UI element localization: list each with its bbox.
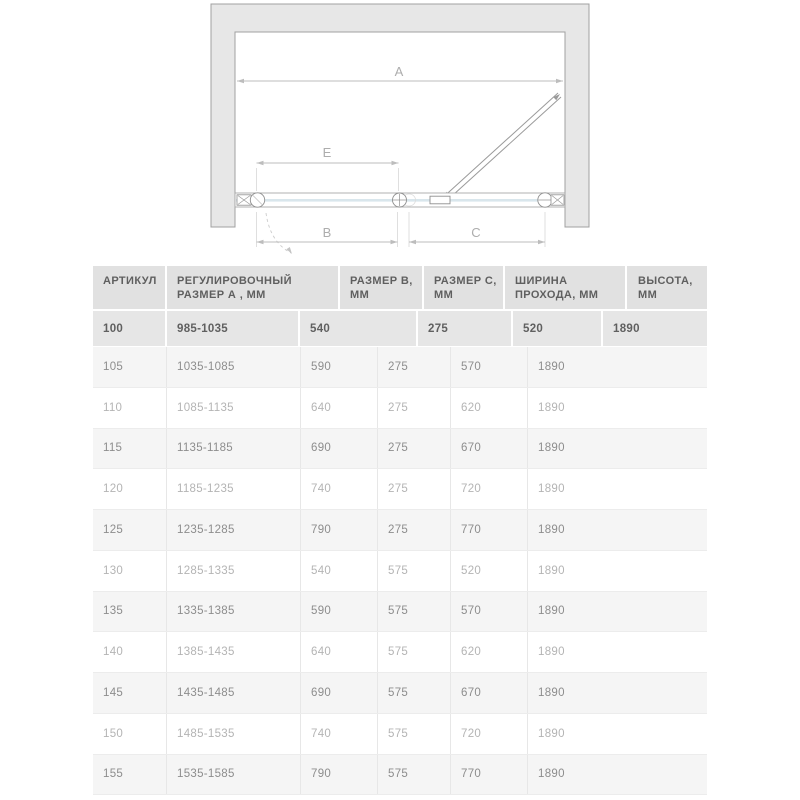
table-row — [93, 755, 707, 796]
door-panel — [444, 93, 558, 197]
table-row — [93, 469, 707, 510]
table-cell: 1890 — [538, 646, 565, 659]
table-row — [93, 673, 707, 714]
table-cell: 130 — [93, 551, 167, 591]
table-cell: 1890 — [538, 360, 565, 373]
table-cell: 570 — [451, 592, 528, 632]
table-row — [93, 388, 707, 429]
table-cell: 620 — [451, 632, 528, 672]
table-cell: 1385-1435 — [167, 632, 301, 672]
table-cell: 140 — [93, 632, 167, 672]
table-header-row — [93, 266, 707, 309]
table-cell: 640 — [301, 388, 378, 428]
table-cell: 790 — [301, 755, 378, 795]
table-cell: 1890 — [538, 605, 565, 618]
table-cell: 720 — [451, 469, 528, 509]
table-cell: 520 — [451, 551, 528, 591]
table-cell: 155 — [93, 755, 167, 795]
table-row — [93, 592, 707, 633]
table-row — [93, 311, 707, 346]
spec-table — [93, 266, 707, 795]
table-cell: 1890 — [538, 442, 565, 455]
dim-b-label: B — [322, 225, 332, 240]
table-cell: 1535-1585 — [167, 755, 301, 795]
table-cell: 1485-1535 — [167, 714, 301, 754]
table-cell: 150 — [93, 714, 167, 754]
table-cell: 1890 — [538, 768, 565, 781]
header-cell-size-b: РАЗМЕР B, ММ — [340, 266, 424, 309]
table-cell: 1890 — [538, 564, 565, 577]
table-cell: 145 — [93, 673, 167, 713]
header-cell-passage-width: ШИРИНА ПРОХОДА, ММ — [505, 266, 627, 309]
dim-c-arrow-right — [538, 240, 545, 244]
table-cell: 540 — [300, 311, 418, 346]
table-cell: 275 — [378, 388, 451, 428]
table-cell: 720 — [451, 714, 528, 754]
dim-b-arrow-right — [391, 240, 398, 244]
dim-e-label: E — [322, 145, 332, 160]
table-cell: 575 — [378, 592, 451, 632]
table-cell: 520 — [513, 311, 603, 346]
table-cell: 790 — [301, 510, 378, 550]
table-cell: 1890 — [538, 686, 565, 699]
table-cell: 985-1035 — [167, 311, 300, 346]
header-cell-height: ВЫСОТА, ММ — [627, 266, 707, 309]
dim-a-label: A — [394, 64, 404, 79]
table-cell: 575 — [378, 632, 451, 672]
table-cell: 1185-1235 — [167, 469, 301, 509]
dim-e-arrow-right — [392, 161, 399, 165]
table-cell: 100 — [93, 311, 167, 346]
table-cell: 690 — [301, 429, 378, 469]
table-cell: 275 — [378, 347, 451, 387]
table-row — [93, 632, 707, 673]
dim-b-arrow-left — [257, 240, 264, 244]
header-cell-size-c: РАЗМЕР C, ММ — [424, 266, 505, 309]
table-cell: 690 — [301, 673, 378, 713]
table-cell: 770 — [451, 510, 528, 550]
installation-diagram — [0, 0, 800, 266]
table-cell: 670 — [451, 429, 528, 469]
table-cell: 575 — [378, 673, 451, 713]
table-cell: 275 — [378, 510, 451, 550]
header-cell-size-a: РЕГУЛИРОВОЧНЫЙ РАЗМЕР А , ММ — [167, 266, 340, 309]
table-cell: 1085-1135 — [167, 388, 301, 428]
table-cell: 125 — [93, 510, 167, 550]
table-cell: 575 — [378, 714, 451, 754]
door-pivot-block — [430, 196, 450, 204]
table-row — [93, 551, 707, 592]
table-cell: 115 — [93, 429, 167, 469]
dim-c-label: C — [471, 225, 481, 240]
table-cell: 575 — [378, 755, 451, 795]
table-cell: 135 — [93, 592, 167, 632]
table-cell: 770 — [451, 755, 528, 795]
swing-arc — [266, 213, 291, 253]
table-cell: 1285-1335 — [167, 551, 301, 591]
table-cell: 1435-1485 — [167, 673, 301, 713]
table-cell: 540 — [301, 551, 378, 591]
table-row — [93, 510, 707, 551]
table-row — [93, 429, 707, 470]
table-cell: 1890 — [538, 483, 565, 496]
table-cell: 275 — [418, 311, 513, 346]
table-cell: 275 — [378, 469, 451, 509]
table-cell: 275 — [378, 429, 451, 469]
table-cell: 1890 — [603, 311, 707, 346]
table-cell: 1235-1285 — [167, 510, 301, 550]
header-cell-article: АРТИКУЛ — [93, 266, 167, 309]
table-cell: 105 — [93, 347, 167, 387]
table-cell: 1135-1185 — [167, 429, 301, 469]
dim-a-arrow-right — [556, 79, 563, 83]
table-cell: 670 — [451, 673, 528, 713]
table-cell: 590 — [301, 347, 378, 387]
table-cell: 1890 — [538, 523, 565, 536]
table-cell: 1890 — [538, 727, 565, 740]
table-body — [93, 347, 707, 795]
dim-a-arrow-left — [237, 79, 244, 83]
table-row — [93, 347, 707, 388]
table-cell: 640 — [301, 632, 378, 672]
table-cell: 740 — [301, 714, 378, 754]
table-cell: 575 — [378, 551, 451, 591]
dim-c-arrow-left — [409, 240, 416, 244]
table-cell: 1890 — [538, 401, 565, 414]
table-cell: 620 — [451, 388, 528, 428]
table-cell: 740 — [301, 469, 378, 509]
table-cell: 120 — [93, 469, 167, 509]
door-panel-edge — [447, 97, 561, 201]
table-cell: 590 — [301, 592, 378, 632]
dim-e-arrow-left — [257, 161, 264, 165]
table-cell: 1035-1085 — [167, 347, 301, 387]
table-cell: 110 — [93, 388, 167, 428]
table-cell: 570 — [451, 347, 528, 387]
table-row — [93, 714, 707, 755]
table-cell: 1335-1385 — [167, 592, 301, 632]
